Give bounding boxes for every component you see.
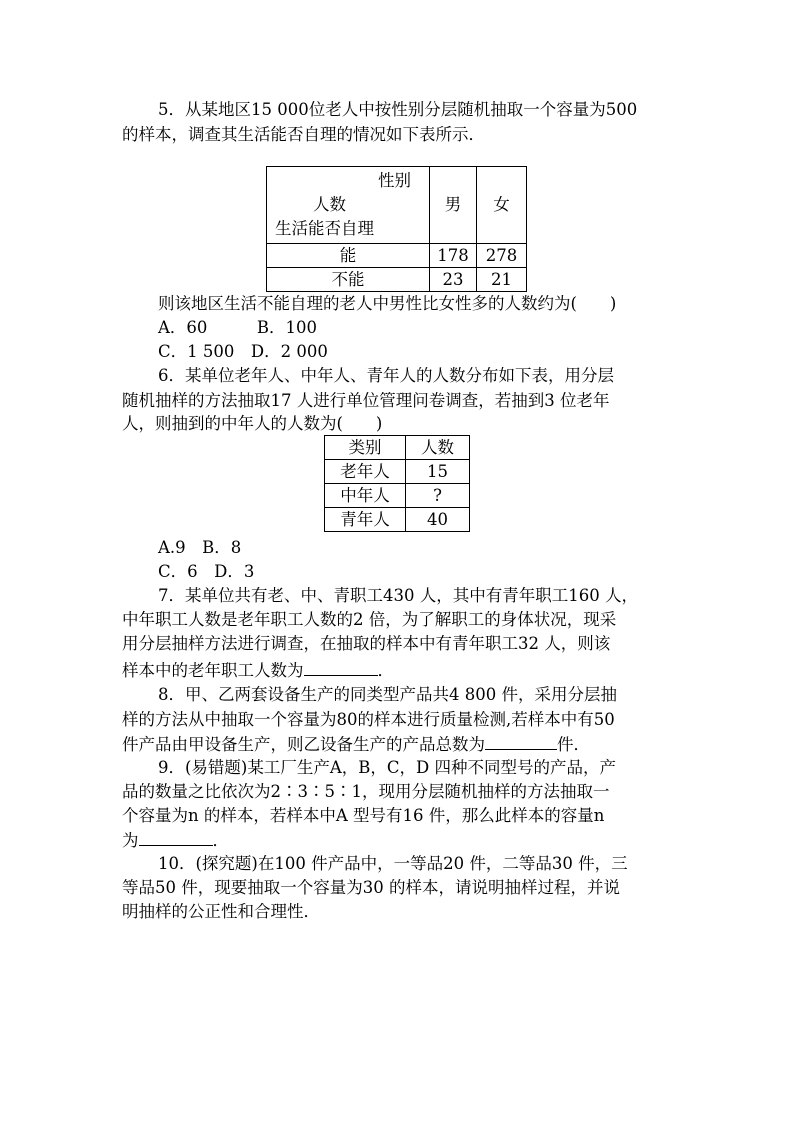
q8-line-2: 样的方法从中抽取一个容量为80的样本进行质量检测,若样本中有50 — [122, 710, 615, 729]
q5-options-row-1: A．60 B．100 — [158, 318, 318, 337]
q9-line-4-end: ． — [212, 831, 229, 850]
q5-table — [266, 166, 527, 292]
q6-line-2: 随机抽样的方法抽取17 人进行单位管理问卷调查，若抽到3 位老年 — [122, 391, 610, 410]
q7-line-1: 7．某单位共有老、中、青职工430 人，其中有青年职工160 人， — [158, 586, 638, 605]
q10-line-2: 等品50 件，现要抽取一个容量为30 的样本，请说明抽样过程，并说 — [122, 878, 620, 897]
q6-col-category: 类别 — [325, 436, 406, 460]
q5-options-row-2: C．1 500 D．2 000 — [158, 342, 328, 361]
q6-line-1: 6．某单位老年人、中年人、青年人的人数分布如下表，用分层 — [158, 366, 614, 385]
q5-line-2: 的样本，调查其生活能否自理的情况如下表所示． — [122, 125, 485, 144]
q9-line-4 — [122, 829, 229, 852]
q5-header-self-care: 生活能否自理 — [275, 219, 374, 238]
q6-row-label: 青年人 — [325, 508, 406, 532]
q7-answer-blank[interactable] — [304, 659, 378, 676]
q5-cell-female: 21 — [477, 268, 527, 292]
q10-line-1: 10．(探究题)在100 件产品中，一等品20 件，二等品30 件，三 — [158, 854, 628, 873]
q6-row-value: ? — [406, 484, 470, 508]
q5-line-1: 5．从某地区15 000位老人中按性别分层随机抽取一个容量为500 — [158, 100, 638, 119]
q8-line-3 — [122, 733, 590, 756]
q5-cell-male: 23 — [430, 268, 477, 292]
q6-table — [324, 435, 470, 532]
q7-line-4-text: 样本中的老年职工人数为 — [122, 661, 304, 680]
q5-table-diagonal-header — [267, 167, 430, 244]
q5-question: 则该地区生活不能自理的老人中男性比女性多的人数约为( ) — [158, 294, 617, 313]
q9-answer-blank[interactable] — [139, 829, 213, 846]
q6-row-value: 15 — [406, 460, 470, 484]
q9-line-1: 9．(易错题)某工厂生产A，B，C，D 四种不同型号的产品，产 — [158, 758, 617, 777]
q5-row-label: 不能 — [267, 268, 430, 292]
q6-options-row-1: A.9 B．8 — [158, 538, 242, 557]
q5-header-gender: 性别 — [378, 171, 411, 190]
q5-col-female: 女 — [477, 167, 527, 244]
q8-answer-blank[interactable] — [485, 733, 557, 750]
q6-row-label: 中年人 — [325, 484, 406, 508]
q5-row-label: 能 — [267, 244, 430, 268]
q9-line-4-text: 为 — [122, 831, 139, 850]
q6-row-label: 老年人 — [325, 460, 406, 484]
q6-col-count: 人数 — [406, 436, 470, 460]
q8-line-3-end: 件． — [557, 735, 590, 754]
q6-line-3: 人，则抽到的中年人的人数为( ) — [122, 414, 383, 433]
q5-cell-male: 178 — [430, 244, 477, 268]
q8-line-3-text: 件产品由甲设备生产，则乙设备生产的产品总数为 — [122, 735, 485, 754]
q5-col-male: 男 — [430, 167, 477, 244]
q7-line-2: 中年职工人数是老年职工人数的2 倍，为了解职工的身体状况，现采 — [122, 610, 617, 629]
q7-line-4-end: ． — [377, 661, 394, 680]
q10-line-3: 明抽样的公正性和合理性． — [122, 902, 320, 921]
q5-cell-female: 278 — [477, 244, 527, 268]
q8-line-1: 8．甲、乙两套设备生产的同类型产品共4 800 件，采用分层抽 — [158, 685, 617, 704]
q7-line-3: 用分层抽样方法进行调查，在抽取的样本中有青年职工32 人，则该 — [122, 634, 611, 653]
q6-row-value: 40 — [406, 508, 470, 532]
q9-line-2: 品的数量之比依次为2∶3∶5∶1，现用分层随机抽样的方法抽取一 — [122, 782, 610, 801]
q6-options-row-2: C．6 D．3 — [158, 562, 255, 581]
q9-line-3: 个容量为n 的样本，若样本中A 型号有16 件，那么此样本的容量n — [122, 806, 605, 825]
q7-line-4 — [122, 659, 394, 682]
q5-header-count: 人数 — [313, 195, 346, 214]
